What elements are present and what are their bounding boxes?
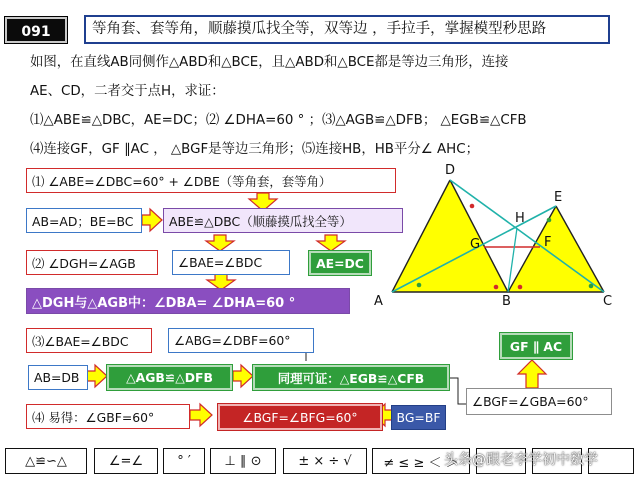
point-label-e: E [554,190,563,205]
step-9-box: ∠ABG=∠DBF=60° [168,328,314,353]
point-label-c: C [603,294,613,309]
step-14-box: ∠BGF=∠BFG=60° [218,404,382,430]
yellow-down-arrow-3 [317,235,345,251]
toolbar-button-perpendicular[interactable]: ⊥ ∥ ⊙ [210,448,276,474]
step-5-box: ∠BAE=∠BDC [172,250,290,275]
step-15-box: BG=BF [391,405,446,430]
step-4-box: ⑵ ∠DGH=∠AGB [26,250,158,275]
yellow-down-arrow-2 [206,235,234,251]
problem-line-1: 如图，在直线AB同侧作△ABD和△BCE，且△ABD和△BCE都是等边三角形，连接 [30,55,509,70]
page-title: 等角套、套等角，顺藤摸瓜找全等，双等边 ，手拉手，掌握模型秒思路 [84,15,610,44]
step-10-box: AB=DB [28,365,88,390]
problem-line-2: AE、CD，二者交于点H，求证： [30,84,225,99]
point-label-f: F [544,235,552,250]
yellow-right-arrow-2 [87,365,107,387]
step-11-box: △AGB≌△DFB [107,365,232,390]
yellow-up-arrow-1 [518,360,546,388]
toolbar-button-operators[interactable]: ± × ÷ √ [283,448,367,474]
step-3-box: ABE≌△DBC（顺藤摸瓜找全等） [163,208,403,233]
step-8-box: ⑶∠BAE=∠BDC [26,328,152,353]
watermark: 头条@跟老李学初中数学 [444,452,598,468]
problem-number-badge: 091 [5,17,67,43]
yellow-right-arrow-4 [190,404,212,426]
point-label-b: B [502,294,511,309]
step-1-box: ⑴ ∠ABE=∠DBC=60° + ∠DBE（等角套，套等角） [26,168,396,193]
step-13-box: ⑷ 易得：∠GBF=60° [26,404,190,429]
toolbar-button-congruent[interactable]: △≌∽△ [5,448,87,474]
point-label-d: D [445,163,456,178]
problem-line-4: ⑷连接GF，GF ∥AC ， △BGF是等边三角形；⑸连接HB，HB平分∠ AHC； [30,142,479,157]
step-16-box: ∠BGF=∠GBA=60° [466,388,612,415]
step-2-box: AB=AD；BE=BC [26,208,142,233]
step-7-box: △DGH与△AGB中：∠DBA= ∠DHA=60 ° [26,288,350,314]
step-17-box: GF ∥ AC [500,333,572,359]
point-label-g: G [470,237,481,252]
toolbar-button-angle[interactable]: ∠=∠ [94,448,158,474]
step-12-box: 同理可证：△EGB≌△CFB [253,365,449,390]
toolbar-button-degree[interactable]: ° ′ [163,448,205,474]
yellow-right-arrow-3 [233,365,253,387]
geometry-figure [392,180,604,292]
step-6-box: AE=DC [309,251,371,275]
point-label-a: A [374,294,383,309]
point-label-h: H [515,211,525,226]
toolbar-button-inequality[interactable]: ≠ ≤ ≥ ＜ ＞ [372,448,470,474]
problem-line-3: ⑴△ABE≌△DBC，AE=DC；⑵ ∠DHA=60 ° ；⑶△AGB≌△DFB； △EGB≌△CFB [30,113,527,128]
yellow-right-arrow-1 [142,209,162,231]
